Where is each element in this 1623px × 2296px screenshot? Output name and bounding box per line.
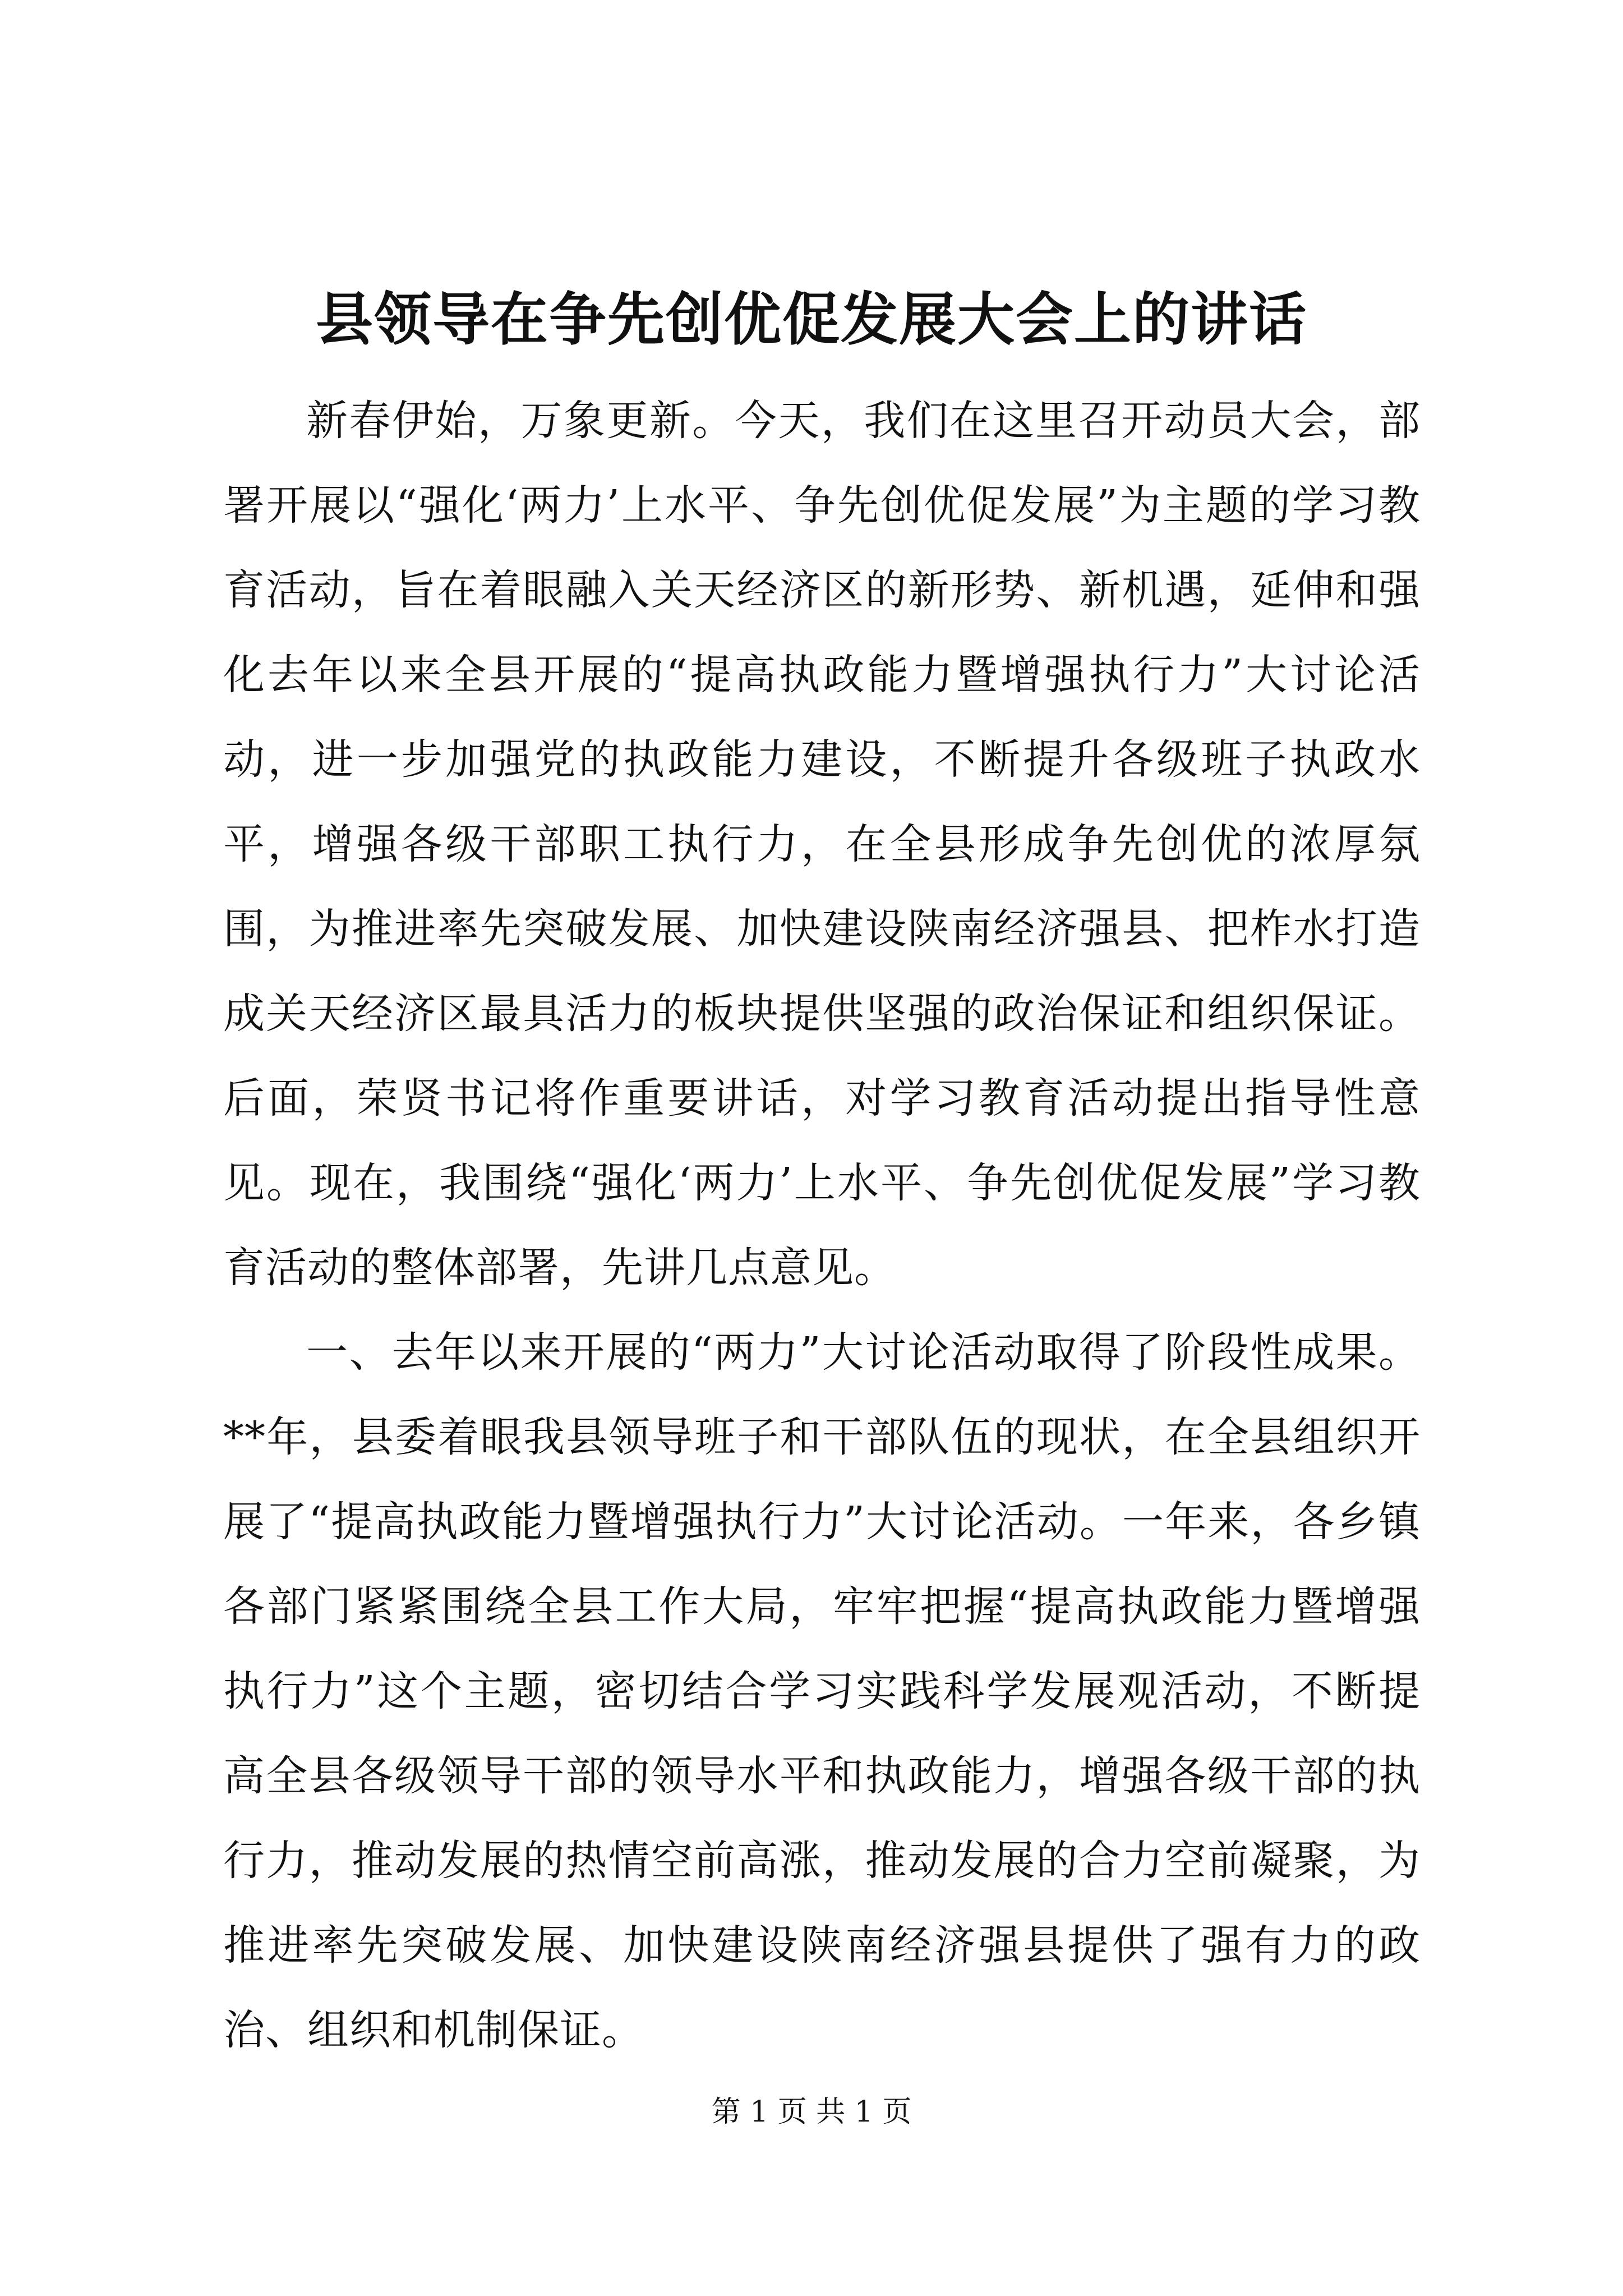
body-paragraph-1: 新春伊始，万象更新。今天，我们在这里召开动员大会，部署开展以“强化‘两力’上水平、争先创优促发展”为主题的学习教育活动，旨在着眼融入关天经济区的新形势、新机遇，延伸和强化去年以来全县开展的“提高执政能力暨增强执行力”大讨论活动，进一步加强党的执政能力建设，不断提升各级班子执政水平，增强各级干部职工执行力，在全县形成争先创优的浓厚氛围，为推进率先突破发展、加快建设陕南经济强县、把柞水打造成关天经济区最具活力的板块提供坚强的政治保证和组织保证。后面，荣贤书记将作重要讲话，对学习教育活动提出指导性意见。现在，我围绕“强化‘两力’上水平、争先创优促发展”学习教育活动的整体部署，先讲几点意见。 [223, 397, 1421, 1292]
body-paragraph-2: 一、去年以来开展的“两力”大讨论活动取得了阶段性成果。**年，县委着眼我县领导班子和干部队伍的现状，在全县组织开展了“提高执政能力暨增强执行力”大讨论活动。一年来，各乡镇各部门紧紧围绕全县工作大局，牢牢把握“提高执政能力暨增强执行力”这个主题，密切结合学习实践科学发展观活动，不断提高全县各级领导干部的领导水平和执政能力，增强各级干部的执行力，推动发展的热情空前高涨，推动发展的合力空前凝聚，为推进率先突破发展、加快建设陕南经济强县提供了强有力的政治、组织和机制保证。 [223, 1328, 1421, 2054]
document-title: 县领导在争先创优促发展大会上的讲话 [316, 286, 1307, 353]
document-body [223, 379, 1421, 2073]
page-footer: 第 1 页 共 1 页 [711, 2095, 912, 2129]
